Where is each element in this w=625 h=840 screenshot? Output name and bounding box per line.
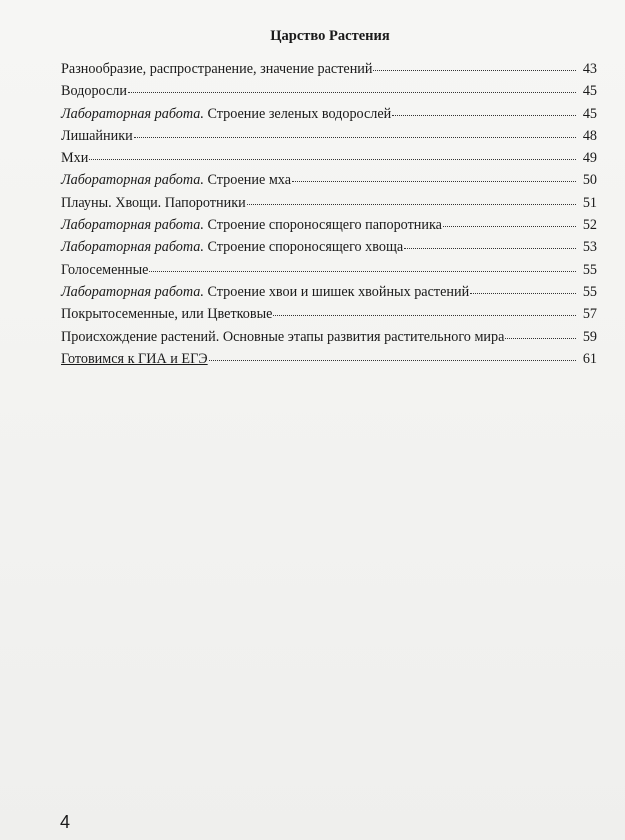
toc-entry[interactable] xyxy=(61,284,597,306)
toc-page-number: 53 xyxy=(582,239,597,256)
leader-dots xyxy=(89,150,576,160)
leader-dots xyxy=(273,306,576,316)
toc-entry[interactable] xyxy=(61,172,597,194)
toc-entry-text: Лабораторная работа. Строение мха xyxy=(61,172,292,189)
toc-page-number: 52 xyxy=(582,217,597,234)
toc-page-number: 61 xyxy=(582,350,597,367)
toc-entry-text: Лабораторная работа. Строение хвои и шишек хвойных растений xyxy=(61,283,470,300)
leader-dots xyxy=(470,284,576,294)
toc-entry-text: Разнообразие, распространение, значение растений xyxy=(61,61,373,77)
toc-entry[interactable] xyxy=(61,83,597,105)
toc-page-number: 45 xyxy=(582,83,597,100)
leader-dots xyxy=(505,329,576,339)
toc-entry-text: Плауны. Хвощи. Папоротники xyxy=(61,194,246,211)
toc-entry-text: Голосеменные xyxy=(61,261,149,278)
toc-page-number: 50 xyxy=(582,172,597,189)
toc-page-number: 49 xyxy=(582,150,597,167)
leader-dots xyxy=(209,351,576,361)
toc-entry-text: Лабораторная работа. Строение спороносящего папоротника xyxy=(61,217,442,234)
toc-entry[interactable] xyxy=(61,61,597,83)
toc-entry[interactable] xyxy=(61,239,597,261)
leader-dots xyxy=(443,217,576,227)
toc-entry-text: Лабораторная работа. Строение спороносящего хвоща xyxy=(61,239,404,256)
toc-entry[interactable] xyxy=(61,217,597,239)
toc-page-number: 48 xyxy=(582,127,597,144)
leader-dots xyxy=(404,239,576,249)
toc-entry-exam-prep-link[interactable] xyxy=(61,351,597,373)
toc-entry-text: Покрытосеменные, или Цветковые xyxy=(61,306,273,323)
toc-entry-text: Лишайники xyxy=(61,127,133,144)
leader-dots xyxy=(134,128,576,138)
toc-entry[interactable] xyxy=(61,150,597,172)
leader-dots xyxy=(373,61,576,71)
table-of-contents xyxy=(61,61,597,373)
leader-dots xyxy=(392,106,576,116)
toc-page-number: 45 xyxy=(582,105,597,122)
leader-dots xyxy=(149,262,576,272)
page-number: 4 xyxy=(60,812,71,832)
toc-entry-text: Лабораторная работа. Строение зеленых водорослей xyxy=(61,105,392,122)
toc-page-number: 55 xyxy=(582,283,597,300)
toc-entry-text: Происхождение растений. Основные этапы развития растительного мира xyxy=(61,328,505,345)
toc-entry[interactable] xyxy=(61,106,597,128)
section-heading: Царство Растения xyxy=(270,28,390,44)
toc-entry[interactable] xyxy=(61,329,597,351)
toc-page-number: 57 xyxy=(582,306,597,323)
toc-entry[interactable] xyxy=(61,195,597,217)
toc-page-number: 51 xyxy=(582,194,597,211)
toc-entry[interactable] xyxy=(61,306,597,328)
toc-entry-text: Водоросли xyxy=(61,83,127,100)
leader-dots xyxy=(247,195,576,205)
toc-page-number: 43 xyxy=(582,61,597,77)
toc-entry[interactable] xyxy=(61,128,597,150)
leader-dots xyxy=(128,83,576,93)
toc-entry[interactable] xyxy=(61,262,597,284)
toc-entry-text: Готовимся к ГИА и ЕГЭ xyxy=(61,350,208,367)
toc-entry-text: Мхи xyxy=(61,150,89,167)
toc-page-number: 59 xyxy=(582,328,597,345)
toc-page-number: 55 xyxy=(582,261,597,278)
leader-dots xyxy=(292,172,576,182)
